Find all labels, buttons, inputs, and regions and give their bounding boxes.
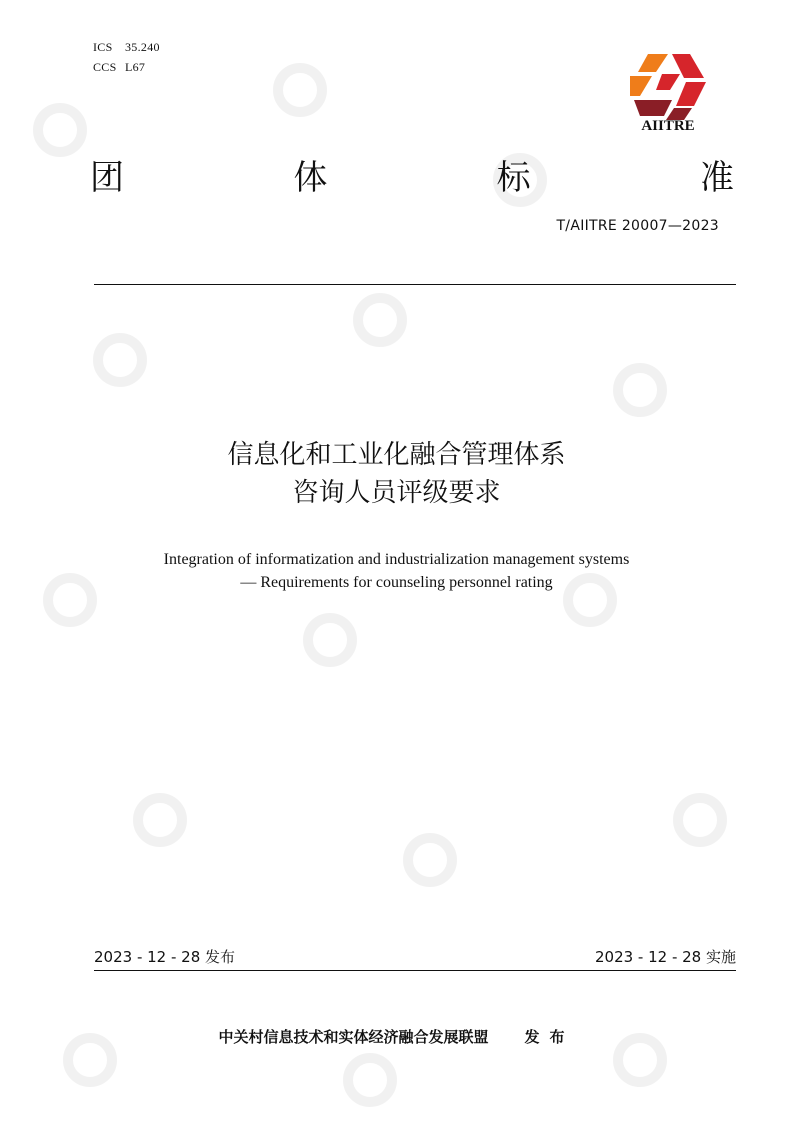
publisher <box>0 1026 793 1047</box>
implementation-date: 2023 - 12 - 28 实施 <box>594 948 736 966</box>
ccs-label: CCS <box>93 60 117 74</box>
standard-type-char: 标 <box>496 158 531 198</box>
ics-value: 35.240 <box>125 40 160 54</box>
top-divider <box>94 284 736 285</box>
publisher-action: 发布 <box>524 1028 575 1046</box>
title-en-line: Integration of informatization and industrialization management systems <box>163 551 630 568</box>
standard-type-char: 团 <box>90 158 124 198</box>
standard-number: T/AIITRE 20007—2023 <box>556 218 719 234</box>
ccs-value: L67 <box>125 60 146 74</box>
issue-date: 2023 - 12 - 28 发布 <box>94 948 236 966</box>
standard-type-char: 准 <box>699 158 734 198</box>
ics-label: ICS <box>93 40 113 54</box>
standard-type-title <box>90 156 734 200</box>
title-cn-line: 咨询人员评级要求 <box>292 478 501 508</box>
bottom-divider <box>94 970 736 971</box>
title-en-line: — Requirements for counseling personnel rating <box>240 574 553 591</box>
document-title-cn <box>0 436 793 512</box>
publisher-name: 中关村信息技术和实体经济融合发展联盟 <box>218 1028 489 1046</box>
ccs-code <box>93 60 145 75</box>
ics-code <box>93 40 160 55</box>
document-title-en <box>0 548 793 594</box>
logo-text: AIITRE <box>641 118 695 134</box>
standard-type-char: 体 <box>293 158 328 198</box>
title-cn-line: 信息化和工业化融合管理体系 <box>227 440 566 470</box>
